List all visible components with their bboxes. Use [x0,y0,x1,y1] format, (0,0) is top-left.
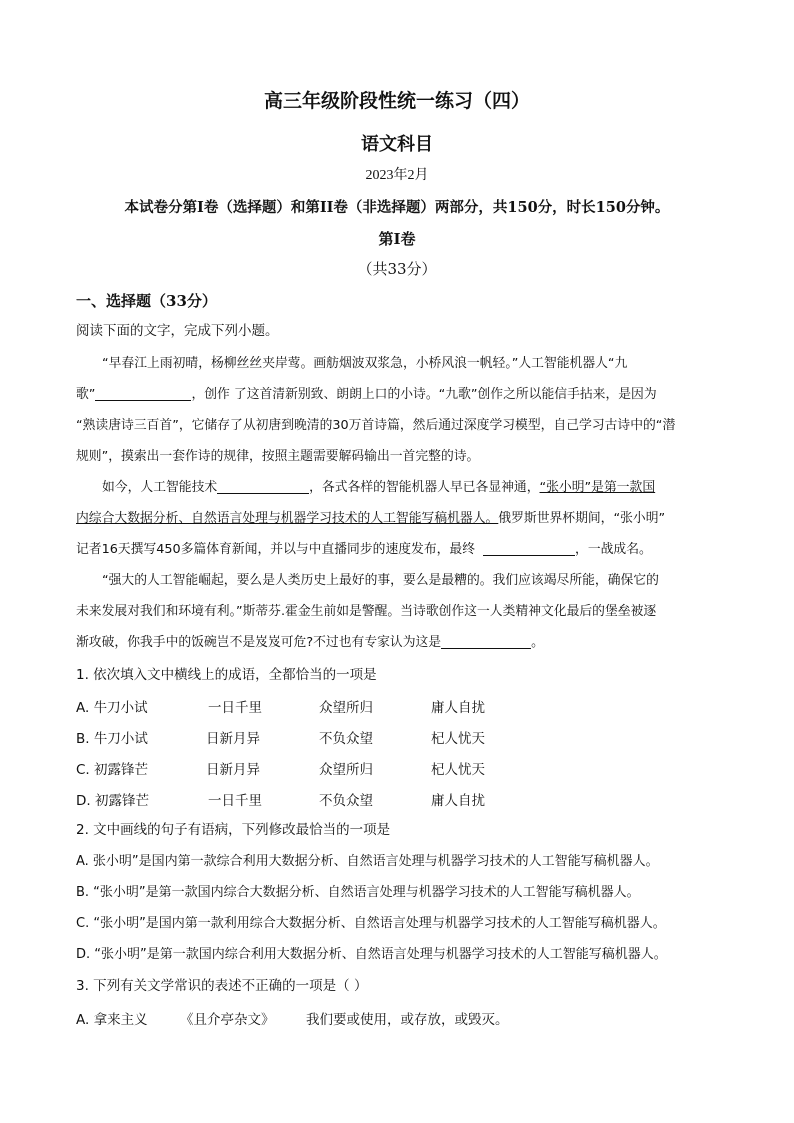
passage-line [76,503,722,534]
option-cell: 众望所归 [319,700,373,716]
section-title: 一、选择题（33分） [76,292,217,310]
passage-line: “强大的人工智能崛起，要么是人类历史上最好的事，要么是最糟的。我们应该竭尽所能，确保它的 [102,573,659,588]
fill-blank [441,634,531,649]
option-cell: 日新月异 [206,731,260,747]
option-cell: 杞人忧天 [431,731,485,747]
exam-title: 高三年级阶段性统一练习（四） [263,90,530,112]
passage-text: 渐攻破，你我手中的饭碗岂不是岌岌可危?不过也有专家认为这是 [76,635,442,650]
option-cell: 众望所归 [319,762,373,778]
option-cell: A. 牛刀小试 [76,700,148,716]
question-1-stem: 1. 依次填入文中横线上的成语，全都恰当的一项是 [76,667,377,683]
passage-line: “熟读唐诗三百首”，它储存了从初唐到晚清的30万首诗篇，然后通过深度学习模型，自己学习古诗中的“潜 [76,418,676,433]
passage-text: ，一战成名。 [575,542,652,557]
option-cell: 庸人自扰 [431,700,485,716]
passage-text: ，创作 了这首清新别致、朗朗上口的小诗。“九歌”创作之所以能信手拈来，是因为 [191,387,657,402]
passage-line [76,472,722,503]
fill-blank [217,479,309,494]
passage-line [76,534,722,565]
option-cell: 一日千里 [208,793,262,809]
option-cell: 日新月异 [206,762,260,778]
passage-line: “早春江上雨初晴，杨柳丝丝夹岸莺。画舫烟波双浆急，小桥风浪一帆轻。”人工智能机器人“九 [102,356,628,371]
passage-text: 如今，人工智能技术 [102,480,218,495]
passage-line [76,627,722,658]
question-2-option-d[interactable]: D. “张小明”是第一款国内综合利用大数据分析、自然语言处理与机器学习技术的人工智能写稿机器人。 [76,947,667,962]
question-2-option-b[interactable]: B. “张小明”是第一款国内综合大数据分析、自然语言处理与机器学习技术的人工智能写稿机器人。 [76,885,640,900]
fill-blank [483,541,575,556]
option-cell: A. 拿来主义 [76,1012,148,1028]
passage-paragraph-3 [76,565,722,658]
passage-line: 未来发展对我们和环境有利。”斯蒂芬.霍金生前如是警醒。当诗歌创作这一人类精神文化最后的堡垒被逐 [76,604,657,619]
option-cell: 一日千里 [208,700,262,716]
subject-title: 语文科目 [361,134,433,155]
option-cell: 不负众望 [319,731,373,747]
underlined-sentence: 内综合大数据分析、自然语言处理与机器学习技术的人工智能写稿机器人。 [76,511,499,526]
option-cell: 《且介亭杂文》 [180,1012,275,1028]
question-2-stem: 2. 文中画线的句子有语病，下列修改最恰当的一项是 [76,822,391,838]
passage-text: 。 [531,635,544,650]
option-cell: B. 牛刀小试 [76,731,148,747]
exam-date: 2023年2月 [365,168,429,183]
part-title: 第I卷 [378,230,416,248]
option-cell: 不负众望 [319,793,373,809]
passage-text: 歌” [76,387,96,402]
fill-blank [95,386,191,401]
option-cell: 杞人忧天 [431,762,485,778]
section-instruction: 阅读下面的文字，完成下列小题。 [76,323,279,339]
option-cell: C. 初露锋芒 [76,762,149,778]
passage-line [76,379,722,410]
passage-text: 记者16天撰写450多篇体育新闻，并以与中直播同步的速度发布，最终 [76,542,476,557]
underlined-sentence: “张小明”是第一款国 [539,480,656,495]
passage-text: ，各式各样的智能机器人早已各显神通， [309,480,540,495]
part-score: （共33分） [357,260,437,278]
question-3-stem: 3. 下列有关文学常识的表述不正确的一项是（ ） [76,978,368,994]
option-cell: 庸人自扰 [431,793,485,809]
passage-text: 俄罗斯世界杯期间，“张小明” [498,511,666,526]
passage-line: 规则”，摸索出一套作诗的规律，按照主题需要解码输出一首完整的诗。 [76,449,480,464]
question-2-option-c[interactable]: C. “张小明”是国内第一款利用综合大数据分析、自然语言处理与机器学习技术的人工智能写稿机器人。 [76,916,666,931]
passage-paragraph-2 [76,472,722,565]
option-cell: 我们要或使用，或存放，或毁灭。 [306,1012,509,1028]
passage-paragraph-1 [76,348,722,472]
exam-note: 本试卷分第I卷（选择题）和第II卷（非选择题）两部分，共150分，时长150分钟。 [124,199,670,216]
option-cell: D. 初露锋芒 [76,793,149,809]
question-2-option-a[interactable]: A. 张小明”是国内第一款综合利用大数据分析、自然语言处理与机器学习技术的人工智能写稿机器人。 [76,854,659,869]
